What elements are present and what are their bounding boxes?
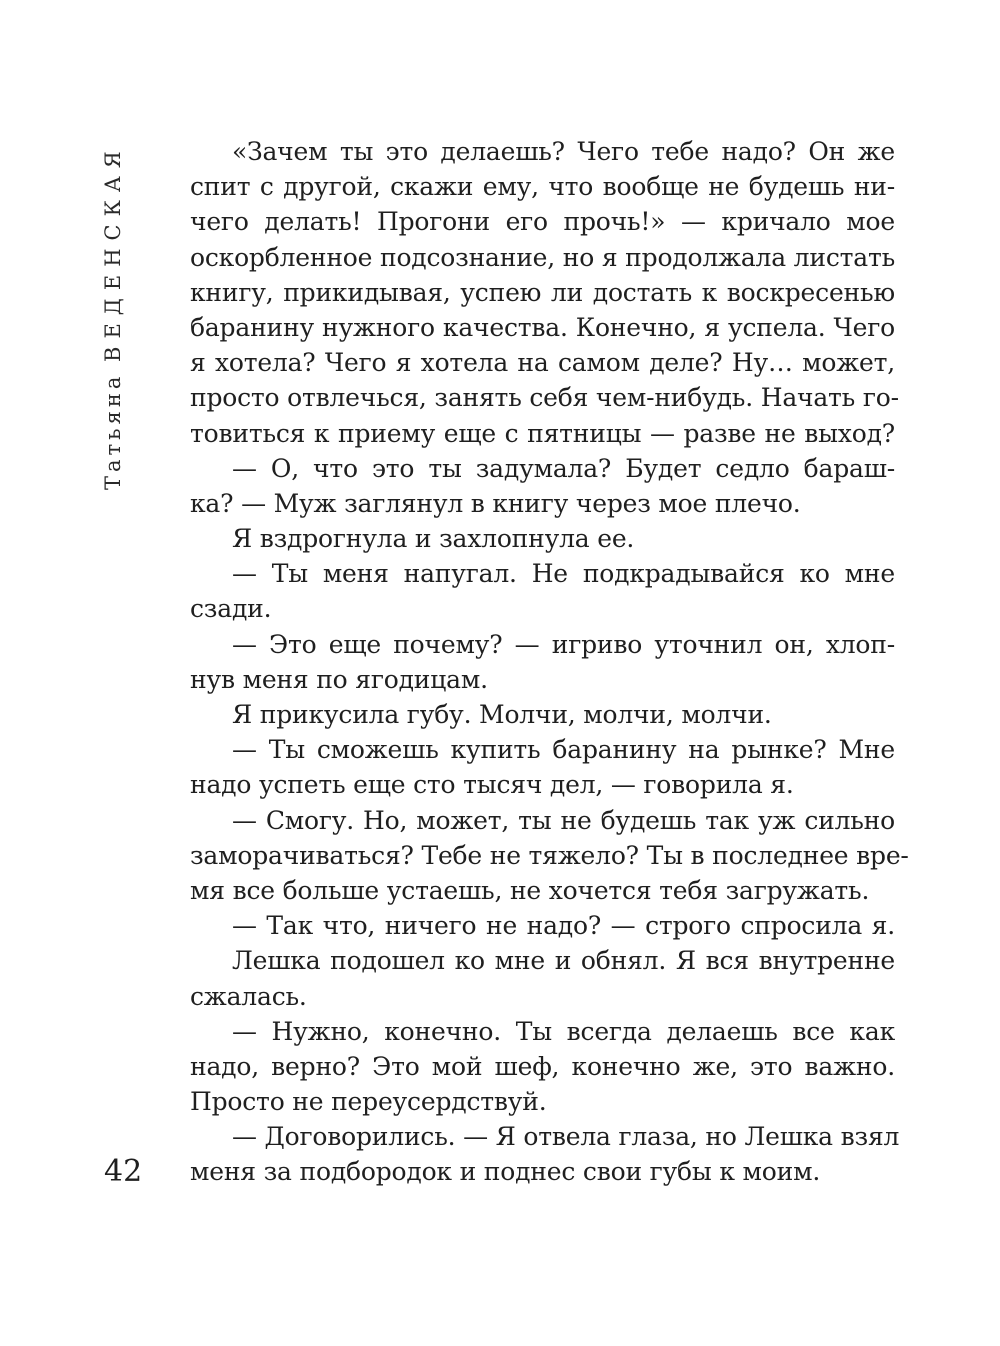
running-head bbox=[101, 143, 125, 490]
text-line: товиться к приему еще с пятницы — разве не выход? bbox=[190, 418, 895, 448]
text-line: — Нужно, конечно. Ты всегда делаешь все как bbox=[232, 1016, 895, 1046]
text-line: баранину нужного качества. Конечно, я успела. Чего bbox=[190, 312, 895, 342]
text-line: меня за подбородок и поднес свои губы к моим. bbox=[190, 1157, 821, 1187]
author-first-name: Татьяна bbox=[101, 372, 125, 490]
text-line: — Ты сможешь купить баранину на рынке? Мне bbox=[232, 735, 895, 765]
text-line: ка? — Муж заглянул в книгу через мое плечо. bbox=[190, 488, 801, 518]
text-line: — Это еще почему? — игриво уточнил он, хлоп- bbox=[232, 629, 895, 659]
text-line: надо успеть еще сто тысяч дел, — говорила я. bbox=[190, 770, 794, 800]
text-line: просто отвлечься, занять себя чем-нибудь. Начать го- bbox=[190, 383, 899, 413]
author-surname: ВЕДЕНСКАЯ bbox=[101, 143, 125, 362]
text-line: спит с другой, скажи ему, что вообще не будешь ни- bbox=[190, 172, 895, 202]
text-line: надо, верно? Это мой шеф, конечно же, это важно. bbox=[190, 1051, 895, 1081]
text-line: я хотела? Чего я хотела на самом деле? Ну… может, bbox=[190, 348, 895, 378]
text-line: сзади. bbox=[190, 594, 272, 624]
text-line: Просто не переусердствуй. bbox=[190, 1087, 547, 1117]
text-line: сжалась. bbox=[190, 981, 307, 1011]
body-text bbox=[190, 134, 909, 1190]
text-line: — Смогу. Но, может, ты не будешь так уж сильно bbox=[232, 805, 895, 835]
text-line: Я вздрогнула и захлопнула ее. bbox=[232, 524, 635, 554]
page-number: 42 bbox=[104, 1154, 143, 1189]
text-line: — О, что это ты задумала? Будет седло бараш- bbox=[232, 453, 895, 483]
text-line: — Договорились. — Я отвела глаза, но Лешка взял bbox=[232, 1122, 900, 1152]
text-line: — Ты меня напугал. Не подкрадывайся ко мне bbox=[232, 559, 895, 589]
text-line: — Так что, ничего не надо? — строго спросила я. bbox=[232, 911, 895, 941]
text-line: оскорбленное подсознание, но я продолжала листать bbox=[190, 242, 895, 272]
text-line: Лешка подошел ко мне и обнял. Я вся внутренне bbox=[232, 946, 895, 976]
text-line: книгу, прикидывая, успею ли достать к воскресенью bbox=[190, 277, 895, 307]
text-line: заморачиваться? Тебе не тяжело? Ты в последнее вре- bbox=[190, 840, 909, 870]
text-line: «Зачем ты это делаешь? Чего тебе надо? Он же bbox=[232, 137, 895, 166]
text-line: чего делать! Прогони его прочь!» — кричало мое bbox=[190, 207, 895, 237]
text-line: нув меня по ягодицам. bbox=[190, 664, 488, 694]
text-line: Я прикусила губу. Молчи, молчи, молчи. bbox=[232, 700, 772, 729]
text-line: мя все больше устаешь, не хочется тебя загружать. bbox=[190, 875, 870, 905]
